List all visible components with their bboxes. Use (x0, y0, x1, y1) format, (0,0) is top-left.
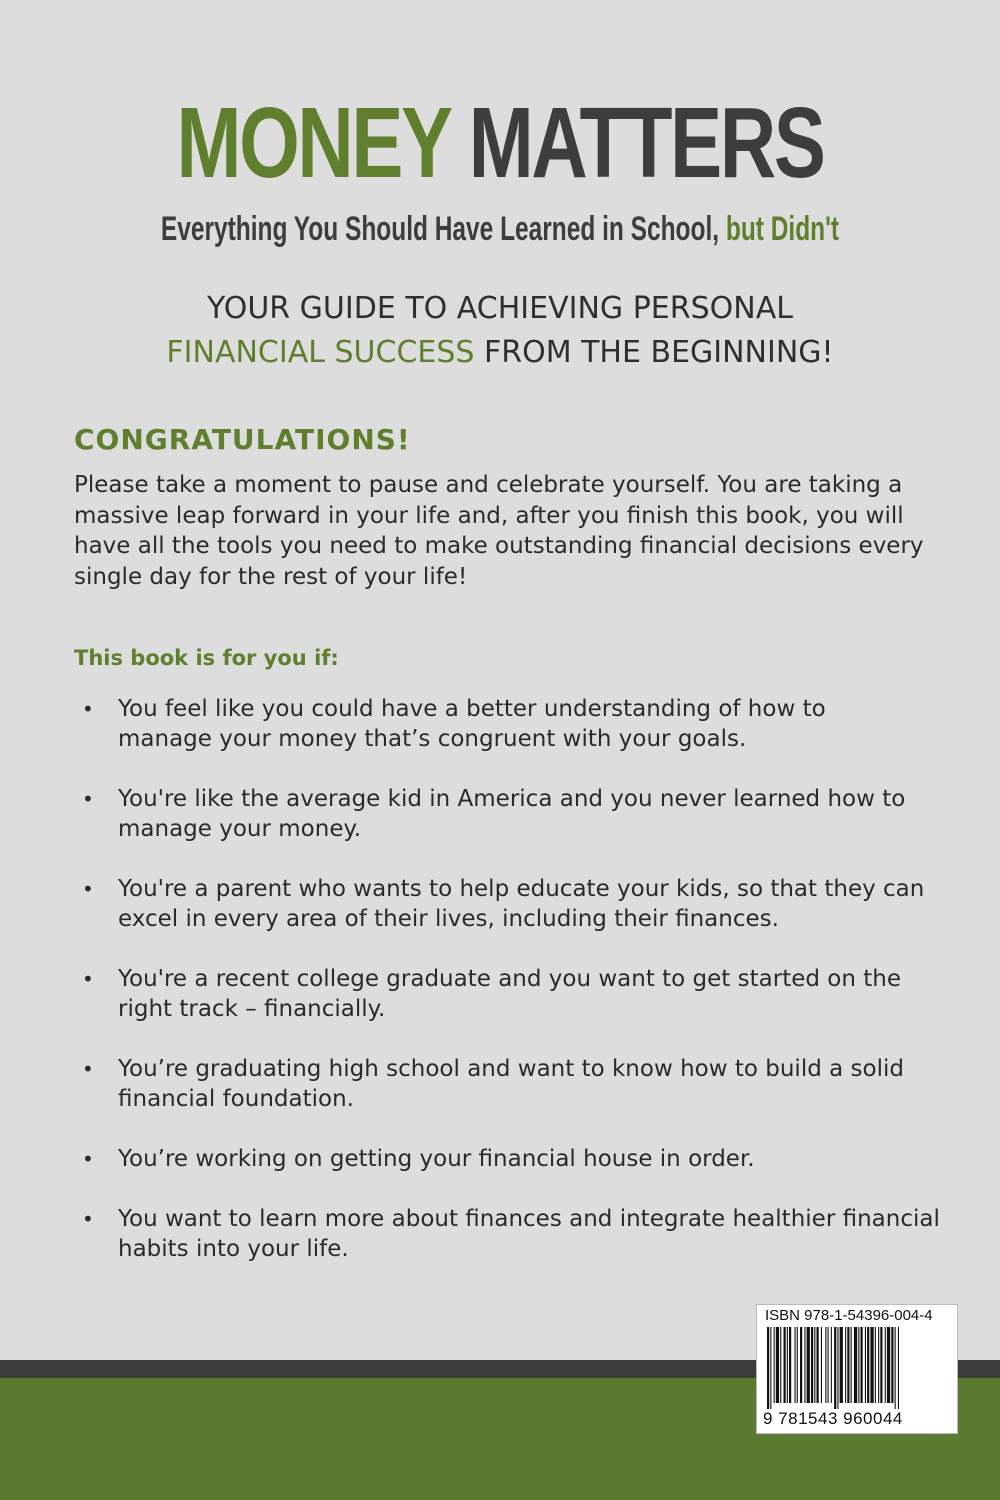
barcode-bar (825, 1327, 826, 1403)
barcode-bar (854, 1327, 857, 1403)
barcode-bar (789, 1327, 791, 1403)
title-word-money: MONEY (176, 87, 450, 199)
intro-line: massive leap forward in your life and, after you finish this book, you will (74, 502, 904, 529)
barcode-bar (821, 1327, 822, 1403)
list-item-line: You’re graduating high school and want to know how to build a solid (118, 1056, 904, 1082)
intro-line: single day for the rest of your life! (74, 563, 468, 590)
bullet-icon: • (82, 1207, 94, 1231)
for-you-heading: This book is for you if: (74, 646, 339, 670)
barcode-icon (767, 1327, 947, 1409)
barcode-bar (767, 1327, 769, 1409)
barcode-bar (834, 1327, 836, 1409)
barcode-bar (878, 1327, 879, 1403)
list-item (74, 784, 930, 844)
subtitle-main: Everything You Should Have Learned in School, (160, 210, 726, 248)
barcode-bar (837, 1327, 838, 1409)
barcode-bar (865, 1327, 866, 1403)
barcode-bar (811, 1327, 813, 1403)
list-item-line: You're a recent college graduate and you want to get started on the (118, 966, 901, 992)
guide-tagline (0, 287, 1000, 375)
barcode-bar (845, 1327, 846, 1403)
barcode-bar (804, 1327, 805, 1403)
list-item (74, 874, 930, 934)
barcode-bar (875, 1327, 876, 1403)
barcode-bar (828, 1327, 829, 1403)
barcode-number: 9 781543 960044 (763, 1409, 903, 1428)
list-item (74, 1144, 930, 1174)
list-item-line: financial foundation. (118, 1086, 354, 1112)
list-item-line: manage your money that’s congruent with your goals. (118, 726, 747, 752)
bullet-icon: • (82, 967, 94, 991)
list-item-line: manage your money. (118, 816, 362, 842)
barcode-bar (851, 1327, 852, 1403)
barcode-bar (847, 1327, 849, 1403)
guide-line-1: YOUR GUIDE TO ACHIEVING PERSONAL (207, 291, 793, 326)
barcode-bar (817, 1327, 819, 1403)
barcode-bar (787, 1327, 788, 1403)
list-item-line: You're like the average kid in America and you never learned how to (118, 786, 906, 812)
barcode-bar (807, 1327, 810, 1403)
barcode-bar (870, 1327, 873, 1403)
list-item (74, 694, 930, 754)
list-item-line: excel in every area of their lives, including their finances. (118, 906, 779, 932)
audience-list (74, 694, 940, 1294)
guide-line-2 (0, 331, 1000, 375)
book-subtitle (140, 207, 860, 251)
isbn-label: ISBN 978-1-54396-004-4 (765, 1307, 933, 1324)
barcode-bar (774, 1327, 775, 1403)
barcode-bar (861, 1327, 863, 1403)
barcode-bar (891, 1327, 893, 1403)
barcode-bar (887, 1327, 890, 1403)
list-item-line: habits into your life. (118, 1236, 349, 1262)
barcode-bar (880, 1327, 882, 1403)
barcode-bar (784, 1327, 786, 1403)
bullet-icon: • (82, 1147, 94, 1171)
barcode-bar (858, 1327, 859, 1403)
isbn-barcode-box (756, 1304, 958, 1434)
barcode-bar (776, 1327, 779, 1403)
subtitle-accent: but Didn't (725, 210, 840, 248)
barcode-bar (831, 1327, 832, 1403)
bullet-icon: • (82, 697, 94, 721)
book-title (110, 88, 890, 198)
barcode-bar (885, 1327, 886, 1403)
list-item-line: You want to learn more about finances and integrate healthier financial (118, 1206, 940, 1232)
barcode-bar (800, 1327, 802, 1403)
guide-line-2-rest: FROM THE BEGINNING! (474, 335, 834, 370)
barcode-bar (898, 1327, 899, 1409)
barcode-bar (795, 1327, 796, 1403)
barcode-bar (867, 1327, 869, 1403)
list-item (74, 1204, 940, 1264)
barcode-bar (797, 1327, 798, 1403)
intro-paragraph (74, 470, 930, 592)
list-item-line: You’re working on getting your financial house in order. (118, 1146, 755, 1172)
barcode-bar (895, 1327, 896, 1409)
bullet-icon: • (82, 787, 94, 811)
list-item-line: You're a parent who wants to help educate your kids, so that they can (118, 876, 925, 902)
barcode-bar (780, 1327, 781, 1403)
guide-line-2-accent: FINANCIAL SUCCESS (166, 335, 475, 370)
bullet-icon: • (82, 877, 94, 901)
barcode-bar (770, 1327, 771, 1409)
bullet-icon: • (82, 1057, 94, 1081)
list-item (74, 1054, 930, 1114)
barcode-bar (814, 1327, 815, 1403)
intro-line: Please take a moment to pause and celebrate yourself. You are taking a (74, 472, 903, 498)
list-item (74, 964, 930, 1024)
congratulations-heading: CONGRATULATIONS! (74, 423, 411, 456)
list-item-line: right track – financially. (118, 996, 386, 1022)
intro-line: have all the tools you need to make outstanding financial decisions every (74, 533, 924, 559)
list-item-line: You feel like you could have a better understanding of how to (118, 696, 826, 722)
title-word-matters: MATTERS (468, 87, 824, 199)
barcode-bar (840, 1327, 843, 1403)
